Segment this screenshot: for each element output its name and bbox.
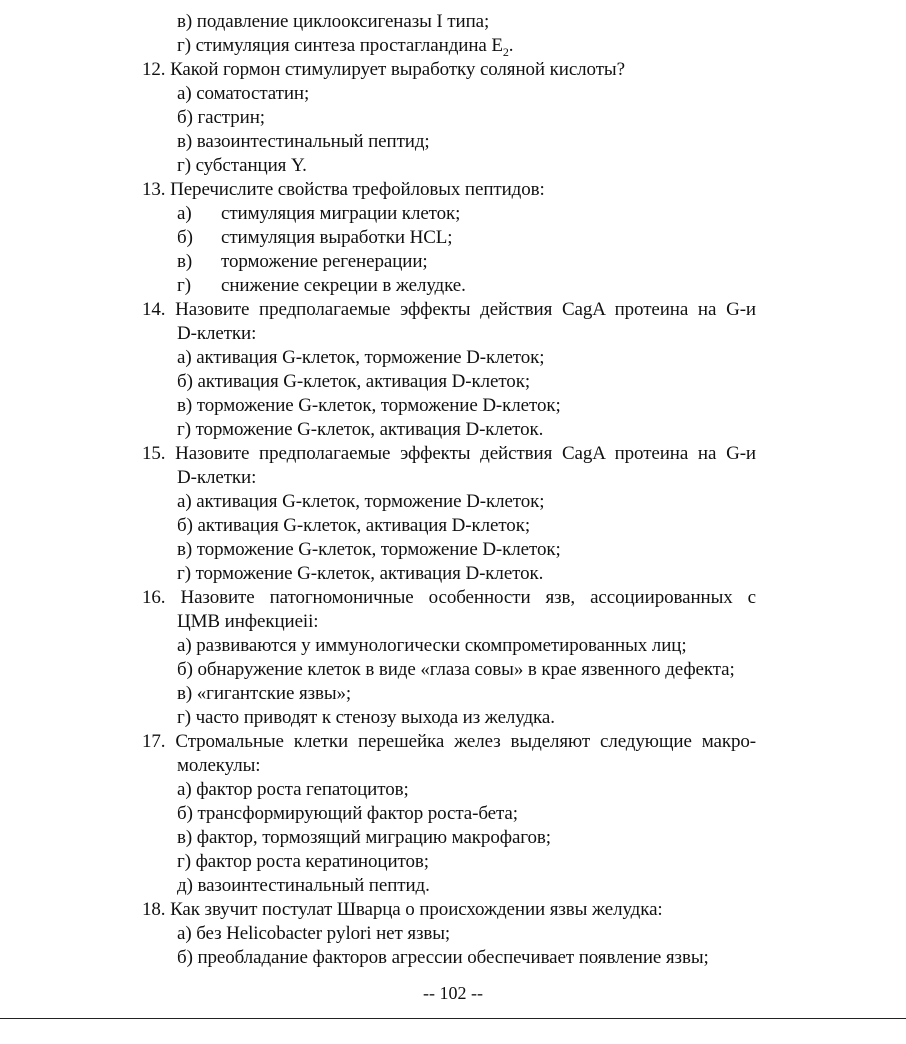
q13-option-a: [177, 202, 460, 226]
q13-option-v: [177, 250, 428, 274]
q12-option-a: а) соматостатин;: [177, 83, 310, 104]
q13-option-a-letter: а): [177, 203, 192, 224]
q11-option-g-text: г) стимуляция синтеза простагландина E: [177, 35, 503, 56]
q13-option-a-text: стимуляция миграции клеток;: [221, 203, 461, 224]
question-14-continued: D-клетки:: [177, 323, 257, 344]
q14-option-b: б) активация G-клеток, активация D-клеток;: [177, 371, 531, 392]
q13-option-g-letter: г): [177, 275, 191, 296]
q13-option-v-text: торможение регенерации;: [221, 251, 428, 272]
q17-option-b: б) трансформирующий фактор роста-бета;: [177, 803, 518, 824]
q15-option-g: г) торможение G-клеток, активация D-клеток.: [177, 563, 544, 584]
question-13: 13. Перечислите свойства трефойловых пептидов:: [142, 179, 545, 200]
q16-option-a: а) развиваются у иммунологически скомпрометированных лиц;: [177, 635, 687, 656]
q13-option-b-letter: б): [177, 227, 193, 248]
q18-option-a: а) без Helicobacter pylori нет язвы;: [177, 923, 451, 944]
q12-option-v: в) вазоинтестинальный пептид;: [177, 131, 430, 152]
question-14: 14. Назовите предполагаемые эффекты действия CagA протеина на G-и: [142, 299, 756, 320]
q13-option-g-text: снижение секреции в желудке.: [221, 275, 466, 296]
question-15-continued: D-клетки:: [177, 467, 257, 488]
q11-option-g-tail: .: [508, 35, 514, 56]
q13-option-b: [177, 226, 452, 250]
q13-option-b-text: стимуляция выработки HCL;: [221, 227, 453, 248]
q18-option-b: б) преобладание факторов агрессии обеспечивает появление язвы;: [177, 947, 709, 968]
q12-option-g: г) субстанция Y.: [177, 155, 307, 176]
question-16-continued: ЦМВ инфекциеii:: [177, 611, 319, 632]
q15-option-b: б) активация G-клеток, активация D-клеток;: [177, 515, 531, 536]
bottom-rule: [0, 1018, 906, 1019]
question-16: 16. Назовите патогномоничные особенности язв, ассоциированных с: [142, 587, 756, 608]
q16-option-b: б) обнаружение клеток в виде «глаза совы» в крае язвенного дефекта;: [177, 659, 735, 680]
question-17: 17. Стромальные клетки перешейка желез выделяют следующие макро-: [142, 731, 756, 752]
subscript-2: 2: [502, 44, 509, 59]
q12-option-b: б) гастрин;: [177, 107, 265, 128]
q14-option-v: в) торможение G-клеток, торможение D-клеток;: [177, 395, 561, 416]
q14-option-g: г) торможение G-клеток, активация D-клеток.: [177, 419, 544, 440]
q13-option-v-letter: в): [177, 251, 193, 272]
q14-option-a: а) активация G-клеток, торможение D-клеток;: [177, 347, 545, 368]
q17-option-g: г) фактор роста кератиноцитов;: [177, 851, 429, 872]
question-12: 12. Какой гормон стимулирует выработку соляной кислоты?: [142, 59, 625, 80]
q16-option-v: в) «гигантские язвы»;: [177, 683, 352, 704]
question-17-continued: молекулы:: [177, 755, 261, 776]
q11-option-v: в) подавление циклооксигеназы I типа;: [177, 11, 490, 32]
q17-option-d: д) вазоинтестинальный пептид.: [177, 875, 430, 896]
page-number: -- 102 --: [423, 983, 483, 1003]
q17-option-v: в) фактор, тормозящий миграцию макрофагов;: [177, 827, 551, 848]
q13-option-g: [177, 274, 466, 298]
q17-option-a: а) фактор роста гепатоцитов;: [177, 779, 409, 800]
q15-option-v: в) торможение G-клеток, торможение D-клеток;: [177, 539, 561, 560]
q16-option-g: г) часто приводят к стенозу выхода из желудка.: [177, 707, 555, 728]
question-18: 18. Как звучит постулат Шварца о происхождении язвы желудка:: [142, 899, 663, 920]
question-15: 15. Назовите предполагаемые эффекты действия CagA протеина на G-и: [142, 443, 756, 464]
q15-option-a: а) активация G-клеток, торможение D-клеток;: [177, 491, 545, 512]
